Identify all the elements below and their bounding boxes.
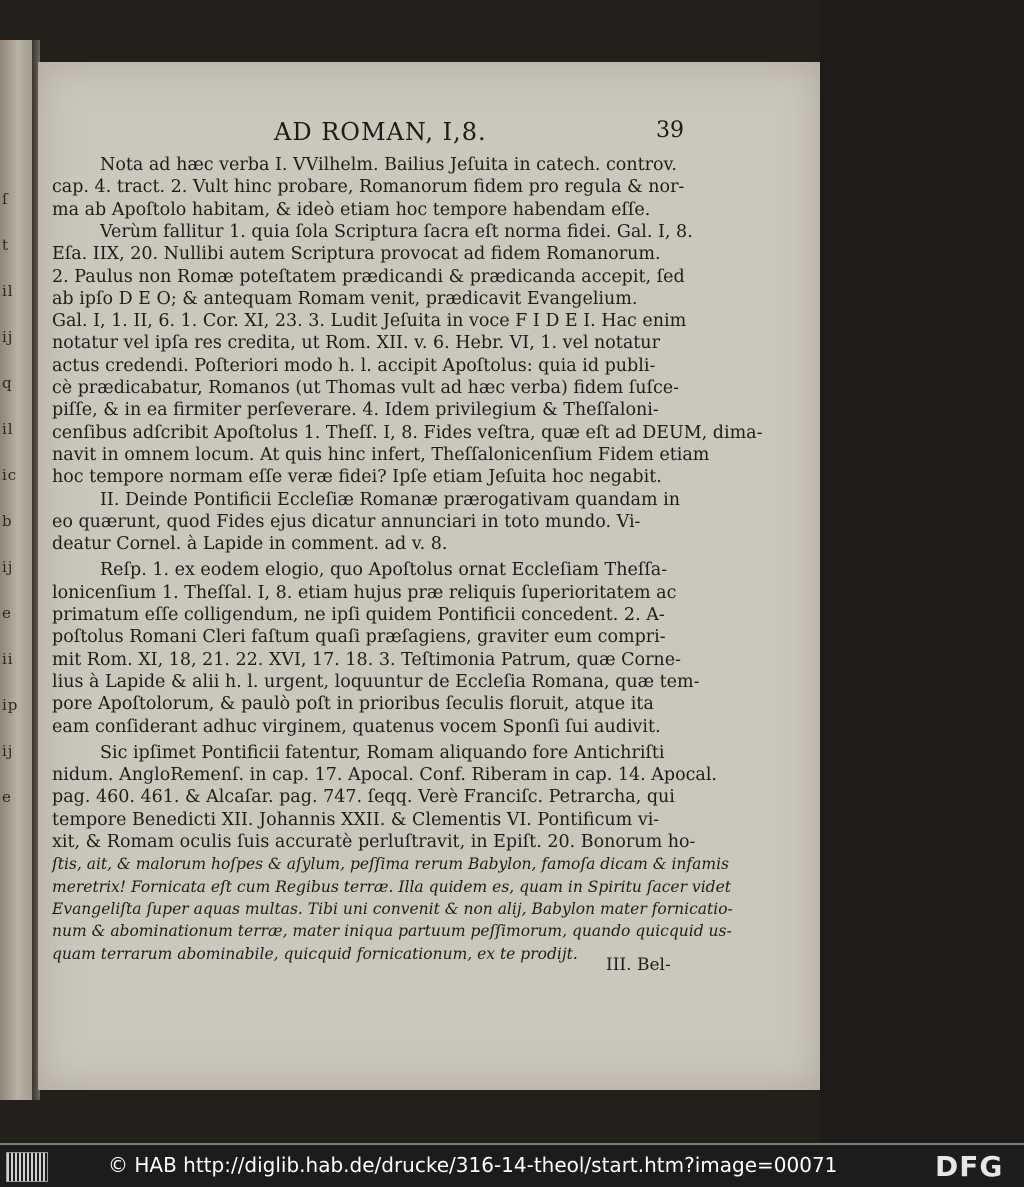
text-line: cap. 4. tract. 2. Vult hinc probare, Romanorum fidem pro regula & nor- xyxy=(52,177,685,198)
hab-barcode-logo-icon xyxy=(6,1152,48,1182)
margin-fragment: ij xyxy=(2,328,14,346)
margin-fragment: ij xyxy=(2,742,14,760)
margin-fragment: ic xyxy=(2,466,18,484)
body-text xyxy=(38,62,820,1090)
copyright-url[interactable]: © HAB http://diglib.hab.de/drucke/316-14-theol/start.htm?image=00071 xyxy=(108,1153,838,1177)
text-line: lius à Lapide & alii h. l. urgent, loquuntur de Eccleſia Romana, quæ tem- xyxy=(52,671,700,692)
text-line: hoc tempore normam eſſe veræ fidei? Ipſe etiam Jeſuita hoc negabit. xyxy=(52,467,662,488)
text-line: pag. 460. 461. & Alcaſar. pag. 747. ſeqq. Verè Franciſc. Petrarcha, qui xyxy=(52,787,675,808)
text-line: notatur vel ipſa res credita, ut Rom. XII. v. 6. Hebr. VI, 1. vel notatur xyxy=(52,333,660,354)
text-line: lonicenſium 1. Theſſal. I, 8. etiam hujus præ reliquis ſuperioritatem ac xyxy=(52,582,677,603)
text-line: meretrix! Fornicata eſt cum Regibus terræ. Illa quidem es, quam in Spiritu ſacer videt xyxy=(52,877,731,896)
margin-fragment: il xyxy=(2,420,14,438)
text-line: xit, & Romam oculis ſuis accuratè perluſtravit, in Epiſt. 20. Bonorum ho- xyxy=(52,832,696,852)
margin-fragment: e xyxy=(2,604,12,622)
text-line: eo quærunt, quod Fides ejus dicatur annunciari in toto mundo. Vi- xyxy=(52,511,641,532)
text-line: Reſp. 1. ex eodem elogio, quo Apoſtolus ornat Eccleſiam Theſſa- xyxy=(100,560,668,581)
page-number: 39 xyxy=(656,118,684,143)
text-line: nidum. AngloRemenſ. in cap. 17. Apocal. Conf. Riberam in cap. 14. Apocal. xyxy=(52,765,717,786)
text-line: Evangeliſta ſuper aquas multas. Tibi uni convenit & non alij, Babylon mater fornicatio- xyxy=(52,899,733,918)
running-head: AD ROMAN, I,8. xyxy=(274,118,487,146)
text-line: actus credendi. Poſteriori modo h. l. accipit Apoſtolus: quia id publi- xyxy=(52,355,656,376)
text-line: Verùm fallitur 1. quia ſola Scriptura ſacra eſt norma fidei. Gal. I, 8. xyxy=(100,221,693,242)
margin-fragment: il xyxy=(2,282,14,300)
text-line: II. Deinde Pontificii Eccleſiæ Romanæ prærogativam quandam in xyxy=(100,489,680,510)
margin-fragment: ij xyxy=(2,558,14,576)
text-line: Gal. I, 1. II, 6. 1. Cor. XI, 23. 3. Ludit Jeſuita in voce F I D E I. Hac enim xyxy=(52,311,687,332)
margin-fragment: b xyxy=(2,512,13,530)
text-line: Sic ipſimet Pontificii fatentur, Romam aliquando fore Antichriſti xyxy=(100,742,665,763)
text-line: cè prædicabatur, Romanos (ut Thomas vult ad hæc verba) fidem ſuſce- xyxy=(52,378,680,398)
margin-fragment: t xyxy=(2,236,10,254)
text-line: Nota ad hæc verba I. VVilhelm. Bailius Jeſuita in catech. controv. xyxy=(100,155,677,175)
text-line: eam conſiderant adhuc virginem, quatenus vocem Sponſi ſui audivit. xyxy=(52,716,661,737)
previous-page-edge xyxy=(0,40,32,1100)
text-line: quam terrarum abominabile, quicquid fornicationum, ex te prodijt. xyxy=(52,944,578,963)
text-line: navit in omnem locum. At quis hinc infert, Theſſalonicenſium Fidem etiam xyxy=(52,444,710,465)
text-line: tempore Benedicti XII. Johannis XXII. & Clementis VI. Pontificum vi- xyxy=(52,809,660,830)
margin-fragment: ii xyxy=(2,650,14,668)
text-line: ab ipſo D E O; & antequam Romam venit, prædicavit Evangelium. xyxy=(52,288,638,309)
text-line: cenſibus adſcribit Apoſtolus 1. Theſſ. I, 8. Fides veſtra, quæ eſt ad DEUM, dima- xyxy=(52,422,763,443)
margin-fragment: e xyxy=(2,788,12,806)
text-line: poſtolus Romani Cleri faſtum quaſi præſagiens, graviter eum compri- xyxy=(52,627,666,648)
catchword: III. Bel- xyxy=(606,955,671,975)
scan-background xyxy=(820,0,1024,1143)
margin-fragment: q xyxy=(2,374,13,392)
margin-fragment: ip xyxy=(2,696,19,714)
text-line: primatum eſſe colligendum, ne ipſi quidem Pontificii concedent. 2. A- xyxy=(52,605,665,625)
dfg-logo: DFG xyxy=(935,1150,1004,1183)
text-line: Eſa. IIX, 20. Nullibi autem Scriptura provocat ad fidem Romanorum. xyxy=(52,244,661,265)
text-line: ma ab Apoſtolo habitam, & ideò etiam hoc tempore habendam eſſe. xyxy=(52,199,651,220)
text-line: piſſe, & in ea firmiter perſeverare. 4. Idem privilegium & Theſſaloni- xyxy=(52,400,659,421)
text-line: ſtis, ait, & malorum hoſpes & aſylum, peſſima rerum Babylon, famoſa dicam & infamis xyxy=(52,855,729,874)
book-page xyxy=(38,62,820,1090)
text-line: num & abominationum terræ, mater iniqua partuum peſſimorum, quando quicquid us- xyxy=(52,922,732,941)
text-line: pore Apoſtolorum, & paulò poſt in prioribus ſeculis floruit, atque ita xyxy=(52,694,654,715)
text-line: 2. Paulus non Romæ poteſtatem prædicandi & prædicanda accepit, ſed xyxy=(52,266,685,287)
viewer-footer xyxy=(0,1143,1024,1187)
text-line: mit Rom. XI, 18, 21. 22. XVI, 17. 18. 3. Teſtimonia Patrum, quæ Corne- xyxy=(52,649,681,670)
text-line: deatur Cornel. à Lapide in comment. ad v. 8. xyxy=(52,534,448,555)
margin-fragment: ſ xyxy=(2,190,9,208)
